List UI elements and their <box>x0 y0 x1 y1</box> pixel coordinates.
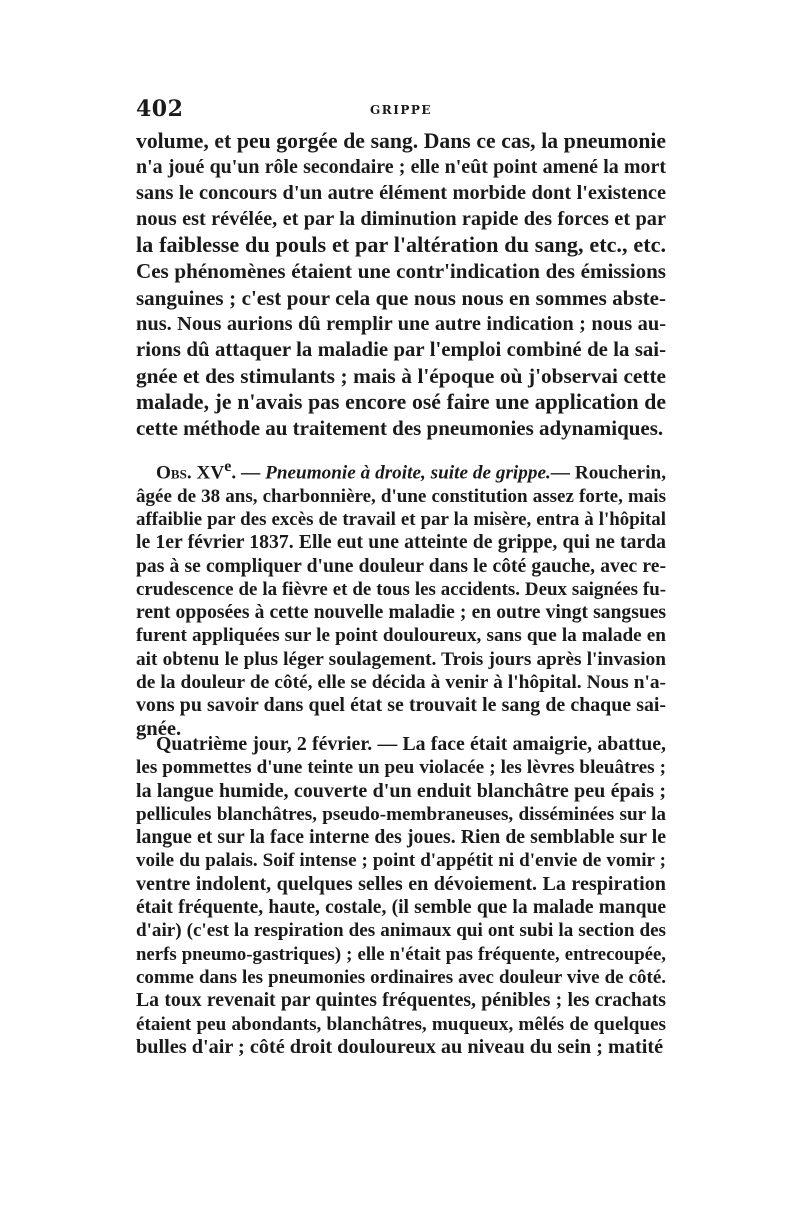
text-line: les pommettes d'une teinte un peu violacée ; les lèvres bleuâtres ; <box>136 757 666 779</box>
text-line: était fréquente, haute, costale, (il semble que la malade manque <box>136 897 666 919</box>
observation-superscript: e <box>224 458 232 475</box>
text-line: La toux revenait par quintes fréquentes, pénibles ; les crachats <box>136 989 666 1012</box>
text-line: Quatrième jour, 2 février. — La face était amaigrie, abattue, <box>156 733 666 755</box>
text-line: la langue humide, couverte d'un enduit blanchâtre peu épais ; <box>136 779 666 802</box>
text-line: le 1er février 1837. Elle eut une atteinte de grippe, qui ne tarda <box>136 531 666 554</box>
page-number: 402 <box>136 96 184 122</box>
text-line: ait obtenu le plus léger soulagement. Trois jours après l'invasion <box>136 648 666 670</box>
text-line: gnée et des stimulants ; mais à l'époque où j'observai cette <box>136 363 666 388</box>
running-title: GRIPPE <box>370 103 433 117</box>
observation-label: Obs. XV <box>156 462 225 484</box>
observation-paragraph <box>136 455 666 741</box>
text-line: de la douleur de côté, elle se décida à venir à l'hôpital. Nous n'a- <box>136 672 666 694</box>
text-line: volume, et peu gorgée de sang. Dans ce cas, la pneumonie <box>136 129 666 153</box>
text-line: bulles d'air ; côté droit douloureux au niveau du sein ; matité <box>136 1035 664 1058</box>
text-line: voile du palais. Soif intense ; point d'appétit ni d'envie de vomir ; <box>136 850 666 872</box>
text-line: nous est révélée, et par la diminution rapide des forces et par <box>136 208 666 231</box>
text-line: vons pu savoir dans quel état se trouvait le sang de chaque sai- <box>136 694 666 717</box>
text-line: malade, je n'avais pas encore osé faire une application de <box>136 389 666 414</box>
text-line: furent appliquées sur le point douloureux, sans que la malade en <box>136 625 666 647</box>
text-line: nerfs pneumo-gastriques) ; elle n'était pas fréquente, entrecoupée, <box>136 943 666 965</box>
text-line: gnée. <box>136 717 182 740</box>
paragraph-3 <box>136 733 666 1059</box>
text-line: nus. Nous aurions dû remplir une autre indication ; nous au- <box>136 312 666 335</box>
text-line: comme dans les pneumonies ordinaires avec douleur vive de côté. <box>136 966 666 988</box>
text-line: rions dû attaquer la maladie par l'emploi combiné de la sai- <box>136 337 666 361</box>
text-line: la faiblesse du pouls et par l'altération du sang, etc., etc. <box>136 232 666 258</box>
observation-patient: — Roucherin, <box>550 462 666 484</box>
text-line: n'a joué qu'un rôle secondaire ; elle n'eût point amené la mort <box>136 156 666 179</box>
text-line: rent opposées à cette nouvelle maladie ; en outre vingt sangsues <box>136 602 666 624</box>
observation-title: Pneumonie à droite, suite de grippe. <box>265 462 551 484</box>
text-line: affaiblie par des excès de travail et par la misère, entra à l'hôpital <box>136 508 666 530</box>
observation-dash: . — <box>231 462 266 484</box>
text-line: cette méthode au traitement des pneumonies adynamiques. <box>136 416 664 441</box>
text-line: âgée de 38 ans, charbonnière, d'une constitution assez forte, mais <box>136 485 666 507</box>
book-page <box>136 0 666 1215</box>
paragraph-1 <box>136 128 666 441</box>
text-line: langue et sur la face interne des joues. Rien de semblable sur le <box>136 826 666 849</box>
text-line: ventre indolent, quelques selles en dévoiement. La respiration <box>136 872 666 895</box>
text-line: crudescence de la fièvre et de tous les accidents. Deux saignées fu- <box>136 578 666 600</box>
text-line: sanguines ; c'est pour cela que nous nous en sommes abste- <box>136 285 666 310</box>
text-line: pas à se compliquer d'une douleur dans le côté gauche, avec re- <box>136 555 666 577</box>
page-header <box>136 96 666 122</box>
text-line: étaient peu abondants, blanchâtres, muqueux, mêlés de quelques <box>136 1013 666 1035</box>
text-line: d'air) (c'est la respiration des animaux qui ont subi la section des <box>136 920 666 942</box>
text-line: pellicules blanchâtres, pseudo-membraneuses, disséminées sur la <box>136 803 666 825</box>
observation-heading-line <box>136 455 666 485</box>
text-line: sans le concours d'un autre élément morbide dont l'existence <box>136 182 666 205</box>
text-line: Ces phénomènes étaient une contr'indication des émissions <box>136 259 666 284</box>
